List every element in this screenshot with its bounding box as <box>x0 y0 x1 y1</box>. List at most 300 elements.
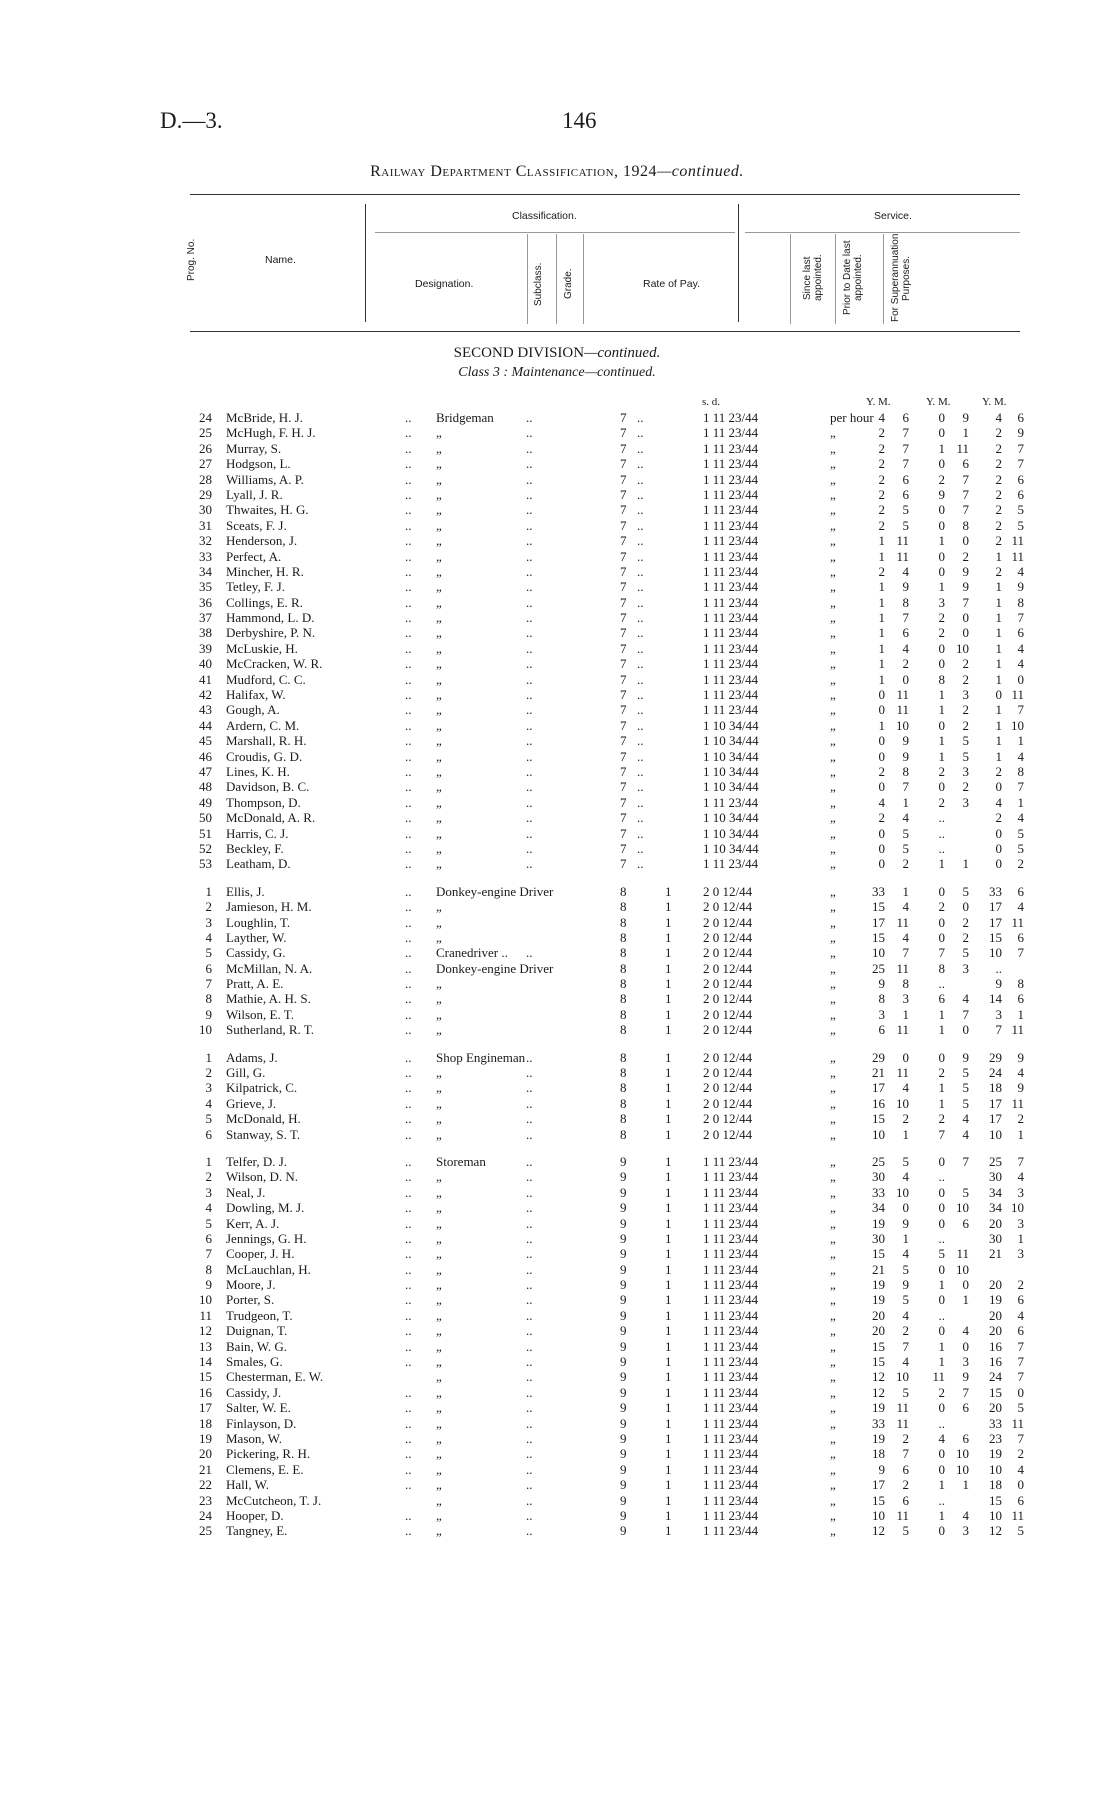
super-years-cell: 20 <box>989 1277 1002 1293</box>
leader-cell: .. <box>526 1477 533 1493</box>
since-months-cell: 4 <box>902 1246 909 1262</box>
name-cell: Marshall, R. H. <box>226 733 307 749</box>
rate-of-pay-cell: 2 0 12/44 <box>703 899 753 915</box>
pay-unit-cell: „ <box>830 856 836 872</box>
name-cell: Cooper, J. H. <box>226 1246 295 1262</box>
rate-of-pay-cell: 1 11 23/44 <box>703 1261 759 1277</box>
subclass-cell: 7 <box>620 748 627 764</box>
leader-cell: .. <box>526 1049 533 1065</box>
leader-cell: .. <box>526 1307 533 1323</box>
subclass-cell: 7 <box>620 486 627 502</box>
prior-months-cell: 0 <box>962 1277 969 1293</box>
super-months-cell: 1 <box>1017 794 1024 810</box>
since-years-cell: 0 <box>878 748 885 764</box>
super-years-cell: 15 <box>989 929 1002 945</box>
super-months-cell: 7 <box>1017 1354 1024 1370</box>
since-months-cell: 6 <box>902 471 909 487</box>
leader-cell: .. <box>405 1246 412 1262</box>
table-row <box>190 1184 1024 1200</box>
prior-months-cell: 0 <box>962 1022 969 1038</box>
name-cell: Sutherland, R. T. <box>226 1022 314 1038</box>
rate-of-pay-cell: 1 11 23/44 <box>703 1246 759 1262</box>
super-months-cell: 9 <box>1017 1080 1024 1096</box>
table-row <box>190 1065 1024 1081</box>
name-cell: Neal, J. <box>226 1184 266 1200</box>
super-years-cell: 16 <box>989 1338 1002 1354</box>
since-months-cell: 7 <box>902 456 909 472</box>
pay-unit-cell: „ <box>830 486 836 502</box>
prior-years-cell: 2 <box>938 1065 945 1081</box>
leader-cell: .. <box>405 610 412 626</box>
pay-unit-cell: „ <box>830 517 836 533</box>
rate-of-pay-cell: 2 0 12/44 <box>703 976 753 992</box>
super-years-cell: 2 <box>995 486 1002 502</box>
subclass-cell: 7 <box>620 456 627 472</box>
since-years-cell: 1 <box>878 533 885 549</box>
prior-months-cell: 0 <box>962 533 969 549</box>
rate-of-pay-cell: 2 0 12/44 <box>703 945 753 961</box>
leader-cell: .. <box>526 1065 533 1081</box>
designation-cell: „ <box>436 1261 442 1277</box>
pay-unit-cell: „ <box>830 1400 836 1416</box>
name-cell: Kerr, A. J. <box>226 1215 280 1231</box>
designation-cell: „ <box>436 1111 442 1127</box>
prog-no-cell: 22 <box>199 1477 212 1493</box>
rate-of-pay-cell: 1 10 34/44 <box>703 763 759 779</box>
super-years-cell: 1 <box>995 748 1002 764</box>
leader-cell: .. <box>526 779 533 795</box>
name-cell: McMillan, N. A. <box>226 960 313 976</box>
name-cell: Gill, G. <box>226 1065 266 1081</box>
super-months-cell: 0 <box>1017 671 1024 687</box>
subclass-cell: 9 <box>620 1400 627 1416</box>
prior-months-cell: 2 <box>962 914 969 930</box>
prior-months-cell: 3 <box>962 763 969 779</box>
subclass-cell: 8 <box>620 1111 627 1127</box>
leader-cell: .. <box>405 825 412 841</box>
pay-unit-cell: „ <box>830 1415 836 1431</box>
name-cell: Bain, W. G. <box>226 1338 288 1354</box>
super-years-cell: 1 <box>995 717 1002 733</box>
super-months-cell: 8 <box>1017 594 1024 610</box>
table-row <box>190 914 1024 930</box>
since-years-cell: 1 <box>878 717 885 733</box>
super-months-cell: 10 <box>1011 717 1024 733</box>
leader-cell: .. <box>526 502 533 518</box>
table-row <box>190 1006 1024 1022</box>
prior-months-cell: 4 <box>962 1111 969 1127</box>
prog-no-cell: 47 <box>199 763 212 779</box>
leader-cell: .. <box>526 1415 533 1431</box>
designation-cell: Donkey-engine Driver <box>436 960 554 976</box>
rate-of-pay-cell: 2 0 12/44 <box>703 1006 753 1022</box>
name-cell: Chesterman, E. W. <box>226 1369 324 1385</box>
rate-of-pay-cell: 2 0 12/44 <box>703 1022 753 1038</box>
prog-no-cell: 16 <box>199 1384 212 1400</box>
super-months-cell: 1 <box>1017 1006 1024 1022</box>
leader-cell: .. <box>405 763 412 779</box>
subclass-cell: 8 <box>620 1095 627 1111</box>
subclass-cell: 8 <box>620 914 627 930</box>
name-cell: Halifax, W. <box>226 687 286 703</box>
table-row <box>190 763 1024 779</box>
prog-no-cell: 45 <box>199 733 212 749</box>
designation-cell: „ <box>436 1477 442 1493</box>
prog-no-cell: 37 <box>199 610 212 626</box>
prior-months-cell: 11 <box>956 440 969 456</box>
leader-cell: .. <box>526 563 533 579</box>
prior-months-cell: 2 <box>962 702 969 718</box>
header-prior-to-date: Prior to Date last appointed. <box>842 240 864 316</box>
subclass-cell: 7 <box>620 640 627 656</box>
leader-cell: .. <box>405 899 412 915</box>
prior-years-cell: .. <box>938 810 945 826</box>
since-years-cell: 12 <box>872 1384 885 1400</box>
pay-unit-cell: „ <box>830 1200 836 1216</box>
super-years-cell: 1 <box>995 733 1002 749</box>
prog-no-cell: 1 <box>205 883 212 899</box>
rate-of-pay-cell: 1 11 23/44 <box>703 579 759 595</box>
pay-unit-cell: „ <box>830 1022 836 1038</box>
subclass-cell: 9 <box>620 1246 627 1262</box>
prior-years-cell: 11 <box>932 1369 945 1385</box>
grade-cell: 1 <box>665 1415 672 1431</box>
table-row <box>190 702 1024 718</box>
prior-months-cell: 6 <box>962 456 969 472</box>
prior-years-cell: 2 <box>938 794 945 810</box>
subclass-cell: 9 <box>620 1200 627 1216</box>
prior-years-cell: 0 <box>938 1184 945 1200</box>
prior-years-cell: 1 <box>938 687 945 703</box>
grade-cell: 1 <box>665 1431 672 1446</box>
since-years-cell: 19 <box>872 1431 885 1446</box>
name-cell: McLauchlan, H. <box>226 1261 311 1277</box>
rate-of-pay-cell: 1 11 23/44 <box>703 594 759 610</box>
leader-cell: .. <box>405 502 412 518</box>
pay-unit-cell: „ <box>830 456 836 472</box>
subclass-cell: 8 <box>620 976 627 992</box>
since-years-cell: 25 <box>872 1153 885 1169</box>
leader-cell: .. <box>637 456 644 472</box>
designation-cell: „ <box>436 1292 442 1308</box>
table-row <box>190 440 1024 456</box>
prior-months-cell: 5 <box>962 1065 969 1081</box>
leader-cell: .. <box>405 563 412 579</box>
name-cell: McHugh, F. H. J. <box>226 425 316 441</box>
designation-cell: Donkey-engine Driver <box>436 883 554 899</box>
subclass-cell: 9 <box>620 1507 627 1523</box>
subclass-cell: 7 <box>620 702 627 718</box>
leader-cell: .. <box>526 579 533 595</box>
name-cell: McCracken, W. R. <box>226 656 323 672</box>
prog-no-cell: 2 <box>205 1169 212 1185</box>
rate-of-pay-cell: 2 0 12/44 <box>703 1049 753 1065</box>
since-months-cell: 10 <box>896 717 909 733</box>
table-row <box>190 640 1024 656</box>
super-years-cell: 2 <box>995 456 1002 472</box>
designation-cell: „ <box>436 440 442 456</box>
rate-of-pay-cell: 2 0 12/44 <box>703 1065 753 1081</box>
since-months-cell: 4 <box>902 1354 909 1370</box>
pay-unit-cell: „ <box>830 1246 836 1262</box>
name-cell: Wilson, E. T. <box>226 1006 294 1022</box>
leader-cell: .. <box>526 945 533 961</box>
super-years-cell: 1 <box>995 702 1002 718</box>
prog-no-cell: 14 <box>199 1354 212 1370</box>
super-years-cell: 2 <box>995 810 1002 826</box>
prior-months-cell: 6 <box>962 1215 969 1231</box>
since-months-cell: 6 <box>902 625 909 641</box>
grade-cell: 1 <box>665 1369 672 1385</box>
super-years-cell: 4 <box>995 794 1002 810</box>
prog-no-cell: 32 <box>199 533 212 549</box>
since-months-cell: 3 <box>902 991 909 1007</box>
name-cell: Pratt, A. E. <box>226 976 284 992</box>
grade-cell: 1 <box>665 1230 672 1246</box>
designation-cell: „ <box>436 610 442 626</box>
super-years-cell: 12 <box>989 1523 1002 1539</box>
super-months-cell: 11 <box>1011 1507 1024 1523</box>
super-months-cell: 8 <box>1017 976 1024 992</box>
name-cell: Jennings, G. H. <box>226 1230 307 1246</box>
prior-months-cell: 10 <box>956 1461 969 1477</box>
designation-cell: „ <box>436 1446 442 1462</box>
super-years-cell: 30 <box>989 1169 1002 1185</box>
since-years-cell: 0 <box>878 856 885 872</box>
pay-unit-cell: „ <box>830 1095 836 1111</box>
leader-cell: .. <box>405 779 412 795</box>
since-months-cell: 11 <box>896 1400 909 1416</box>
name-cell: Salter, W. E. <box>226 1400 291 1416</box>
name-cell: Clemens, E. E. <box>226 1461 304 1477</box>
since-months-cell: 11 <box>896 687 909 703</box>
designation-cell: „ <box>436 825 442 841</box>
rate-of-pay-cell: 1 11 23/44 <box>703 1184 759 1200</box>
leader-cell: .. <box>405 1065 412 1081</box>
leader-cell: .. <box>405 486 412 502</box>
table-row <box>190 1384 1024 1400</box>
super-months-cell: 4 <box>1017 1169 1024 1185</box>
designation-cell: „ <box>436 1415 442 1431</box>
leader-cell: .. <box>405 533 412 549</box>
name-cell: Beckley, F. <box>226 840 284 856</box>
since-years-cell: 15 <box>872 1246 885 1262</box>
prog-no-cell: 36 <box>199 594 212 610</box>
prior-years-cell: .. <box>938 1415 945 1431</box>
leader-cell: .. <box>405 1080 412 1096</box>
leader-cell: .. <box>405 1006 412 1022</box>
leader-cell: .. <box>405 1022 412 1038</box>
since-months-cell: 1 <box>902 794 909 810</box>
since-years-cell: 10 <box>872 945 885 961</box>
subclass-cell: 7 <box>620 656 627 672</box>
leader-cell: .. <box>405 625 412 641</box>
since-months-cell: 11 <box>896 702 909 718</box>
pay-unit-cell: „ <box>830 640 836 656</box>
pay-unit-cell: „ <box>830 733 836 749</box>
grade-cell: 1 <box>665 1246 672 1262</box>
prior-months-cell: 7 <box>962 1153 969 1169</box>
table-row <box>190 825 1024 841</box>
designation-cell: „ <box>436 899 442 915</box>
super-months-cell: 7 <box>1017 610 1024 626</box>
table-row <box>190 929 1024 945</box>
designation-cell: „ <box>436 702 442 718</box>
subclass-cell: 9 <box>620 1169 627 1185</box>
grade-cell: 1 <box>665 945 672 961</box>
table-row <box>190 1095 1024 1111</box>
designation-cell: „ <box>436 1307 442 1323</box>
leader-cell: .. <box>405 840 412 856</box>
subclass-cell: 8 <box>620 1022 627 1038</box>
pay-unit-cell: „ <box>830 1492 836 1508</box>
leader-cell: .. <box>405 733 412 749</box>
pay-unit-cell: „ <box>830 440 836 456</box>
rate-of-pay-cell: 1 10 34/44 <box>703 733 759 749</box>
since-months-cell: 5 <box>902 502 909 518</box>
designation-cell: „ <box>436 1338 442 1354</box>
super-months-cell: 2 <box>1017 1111 1024 1127</box>
super-years-cell: 16 <box>989 1354 1002 1370</box>
super-years-cell: 19 <box>989 1292 1002 1308</box>
prog-no-cell: 21 <box>199 1461 212 1477</box>
leader-cell: .. <box>526 625 533 641</box>
super-months-cell: 2 <box>1017 1277 1024 1293</box>
prior-years-cell: 0 <box>938 1049 945 1065</box>
since-months-cell: 5 <box>902 1384 909 1400</box>
since-years-cell: 21 <box>872 1261 885 1277</box>
grade-cell: 1 <box>665 1446 672 1462</box>
pay-unit-cell: „ <box>830 671 836 687</box>
grade-cell: 1 <box>665 1153 672 1169</box>
super-months-cell: 11 <box>1011 548 1024 564</box>
prior-years-cell: 0 <box>938 517 945 533</box>
name-cell: Stanway, S. T. <box>226 1126 301 1142</box>
subclass-cell: 9 <box>620 1523 627 1539</box>
super-years-cell: 1 <box>995 656 1002 672</box>
leader-cell: .. <box>637 687 644 703</box>
rate-of-pay-cell: 1 11 23/44 <box>703 1384 759 1400</box>
since-months-cell: 7 <box>902 779 909 795</box>
subclass-cell: 7 <box>620 825 627 841</box>
pay-unit-cell: „ <box>830 1507 836 1523</box>
since-years-cell: 1 <box>878 610 885 626</box>
since-months-cell: 4 <box>902 1080 909 1096</box>
rate-of-pay-cell: 2 0 12/44 <box>703 914 753 930</box>
name-cell: Gough, A. <box>226 702 280 718</box>
subclass-cell: 7 <box>620 779 627 795</box>
rate-of-pay-cell: 2 0 12/44 <box>703 1080 753 1096</box>
since-years-cell: 15 <box>872 929 885 945</box>
rate-of-pay-cell: 1 11 23/44 <box>703 1169 759 1185</box>
since-months-cell: 1 <box>902 1126 909 1142</box>
grade-cell: 1 <box>665 1323 672 1339</box>
pay-unit-cell: „ <box>830 991 836 1007</box>
prior-years-cell: 0 <box>938 929 945 945</box>
prior-years-cell: 1 <box>938 1338 945 1354</box>
leader-cell: .. <box>405 1461 412 1477</box>
since-months-cell: 9 <box>902 1215 909 1231</box>
leader-cell: .. <box>526 1169 533 1185</box>
leader-cell: .. <box>405 1049 412 1065</box>
name-cell: McDonald, H. <box>226 1111 301 1127</box>
leader-cell: .. <box>637 517 644 533</box>
name-cell: Ardern, C. M. <box>226 717 300 733</box>
since-months-cell: 2 <box>902 1323 909 1339</box>
prior-months-cell: 1 <box>962 856 969 872</box>
leader-cell: .. <box>526 1095 533 1111</box>
grade-cell: 1 <box>665 1095 672 1111</box>
rate-of-pay-cell: 1 11 23/44 <box>703 671 759 687</box>
leader-cell: .. <box>637 840 644 856</box>
super-years-cell: 4 <box>995 410 1002 425</box>
leader-cell: .. <box>405 1354 412 1370</box>
division-continued: —continued. <box>584 345 661 361</box>
table-row <box>190 794 1024 810</box>
rate-of-pay-cell: 1 10 34/44 <box>703 748 759 764</box>
super-months-cell: 5 <box>1017 1523 1024 1539</box>
table-row <box>190 1022 1024 1038</box>
rate-of-pay-cell: 2 0 12/44 <box>703 991 753 1007</box>
designation-cell: Cranedriver .. <box>436 945 508 961</box>
since-months-cell: 11 <box>896 1415 909 1431</box>
grade-cell: 1 <box>665 1184 672 1200</box>
rate-of-pay-cell: 1 11 23/44 <box>703 687 759 703</box>
unit-ym-since: Y. M. <box>866 396 891 408</box>
pay-unit-cell: „ <box>830 1184 836 1200</box>
super-months-cell: 6 <box>1017 1292 1024 1308</box>
since-months-cell: 1 <box>902 883 909 899</box>
prog-no-cell: 24 <box>199 410 212 425</box>
pay-unit-cell: „ <box>830 1477 836 1493</box>
name-cell: Davidson, B. C. <box>226 779 310 795</box>
subclass-cell: 7 <box>620 794 627 810</box>
subclass-cell: 8 <box>620 945 627 961</box>
designation-cell: „ <box>436 1246 442 1262</box>
designation-cell: „ <box>436 533 442 549</box>
prior-years-cell: 2 <box>938 763 945 779</box>
prior-years-cell: 5 <box>938 1246 945 1262</box>
name-cell: Cassidy, J. <box>226 1384 282 1400</box>
prog-no-cell: 52 <box>199 840 212 856</box>
since-years-cell: 0 <box>878 840 885 856</box>
leader-cell: .. <box>637 733 644 749</box>
grade-cell: 1 <box>665 1022 672 1038</box>
prog-no-cell: 19 <box>199 1431 212 1446</box>
name-cell: Trudgeon, T. <box>226 1307 293 1323</box>
super-months-cell: 0 <box>1017 1477 1024 1493</box>
prior-months-cell: 5 <box>962 1184 969 1200</box>
leader-cell: .. <box>526 840 533 856</box>
super-years-cell: 18 <box>989 1477 1002 1493</box>
prog-no-cell: 23 <box>199 1492 212 1508</box>
name-cell: Loughlin, T. <box>226 914 291 930</box>
rate-of-pay-cell: 1 11 23/44 <box>703 1277 759 1293</box>
prior-years-cell: 0 <box>938 1153 945 1169</box>
designation-cell: „ <box>436 502 442 518</box>
prior-years-cell: 1 <box>938 1507 945 1523</box>
since-years-cell: 2 <box>878 763 885 779</box>
grade-cell: 1 <box>665 1049 672 1065</box>
since-months-cell: 7 <box>902 610 909 626</box>
grade-cell: 1 <box>665 1215 672 1231</box>
leader-cell: .. <box>526 1184 533 1200</box>
since-years-cell: 30 <box>872 1230 885 1246</box>
subclass-cell: 9 <box>620 1261 627 1277</box>
prior-months-cell: 2 <box>962 656 969 672</box>
since-months-cell: 4 <box>902 1169 909 1185</box>
table-row <box>190 1338 1024 1354</box>
